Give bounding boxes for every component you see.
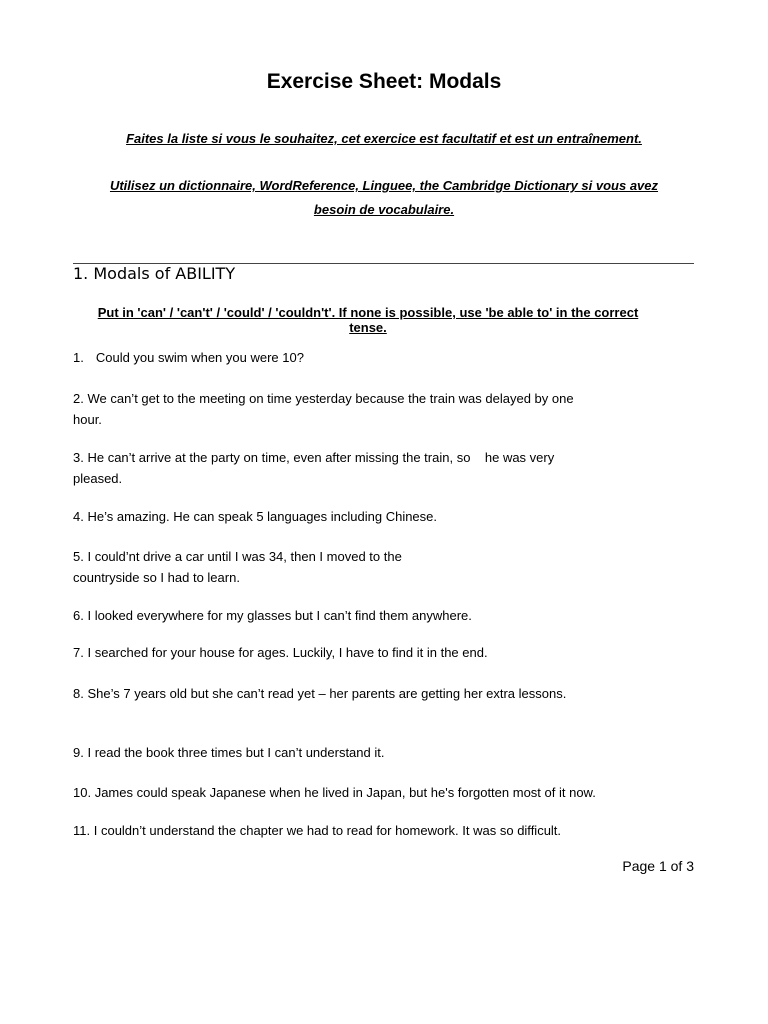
page-number: Page 1 of 3: [622, 858, 694, 874]
question-text: We can’t get to the meeting on time yesterday because the train was delayed by one hour.: [73, 391, 574, 427]
question-number: 9.: [73, 745, 84, 760]
question-text: She’s 7 years old but she can’t read yet – her parents are getting her extra lessons.: [87, 686, 567, 701]
question-text: I read the book three times but I can’t understand it.: [87, 745, 385, 760]
question-item: [73, 388, 583, 430]
question-item: [73, 546, 443, 588]
intro-note-dictionaries: Utilisez un dictionnaire, WordReference, Linguee, the Cambridge Dictionary si vous avez besoin de vocabulaire.: [109, 178, 659, 217]
question-number: 5.: [73, 549, 84, 564]
question-text: He can’t arrive at the party on time, even after missing the train, so he was very pleased.: [73, 450, 558, 486]
question-number: 4.: [73, 509, 84, 524]
question-text: I searched for your house for ages. Luckily, I have to find it in the end.: [87, 645, 488, 660]
question-number: 1.: [73, 350, 84, 365]
question-item: [73, 820, 673, 841]
question-item: [73, 447, 589, 489]
question-item: [73, 642, 673, 663]
question-number: 7.: [73, 645, 84, 660]
question-number: 11.: [73, 823, 91, 838]
question-text: He’s amazing. He can speak 5 languages including Chinese.: [87, 509, 438, 524]
question-item: [73, 506, 673, 527]
exercise-instruction: Put in 'can' / 'can't' / 'could' / 'couldn't'. If none is possible, use 'be able to' in the correct tense.: [97, 305, 639, 335]
question-number: 3.: [73, 450, 84, 465]
intro-note-optional: Faites la liste si vous le souhaitez, cet exercice est facultatif et est un entraînement.: [126, 131, 642, 146]
question-number: 2.: [73, 391, 84, 406]
page-title: Exercise Sheet: Modals: [266, 70, 502, 93]
question-text: I couldn’t understand the chapter we had to read for homework. It was so difficult.: [93, 823, 562, 838]
question-text: I could’nt drive a car until I was 34, then I moved to the countryside so I had to learn.: [73, 549, 402, 585]
question-number: 8.: [73, 686, 84, 701]
question-number: 10.: [73, 785, 92, 800]
question-item: [73, 347, 673, 368]
question-item: [73, 683, 569, 704]
question-item: [73, 742, 673, 763]
question-text: I looked everywhere for my glasses but I can’t find them anywhere.: [87, 608, 472, 623]
question-item: [73, 605, 673, 626]
question-text: Could you swim when you were 10?: [95, 350, 304, 365]
section-heading: 1. Modals of ABILITY: [73, 264, 236, 283]
question-item: [73, 782, 673, 803]
question-text: James could speak Japanese when he lived in Japan, but he's forgotten most of it now.: [94, 785, 596, 800]
question-number: 6.: [73, 608, 84, 623]
